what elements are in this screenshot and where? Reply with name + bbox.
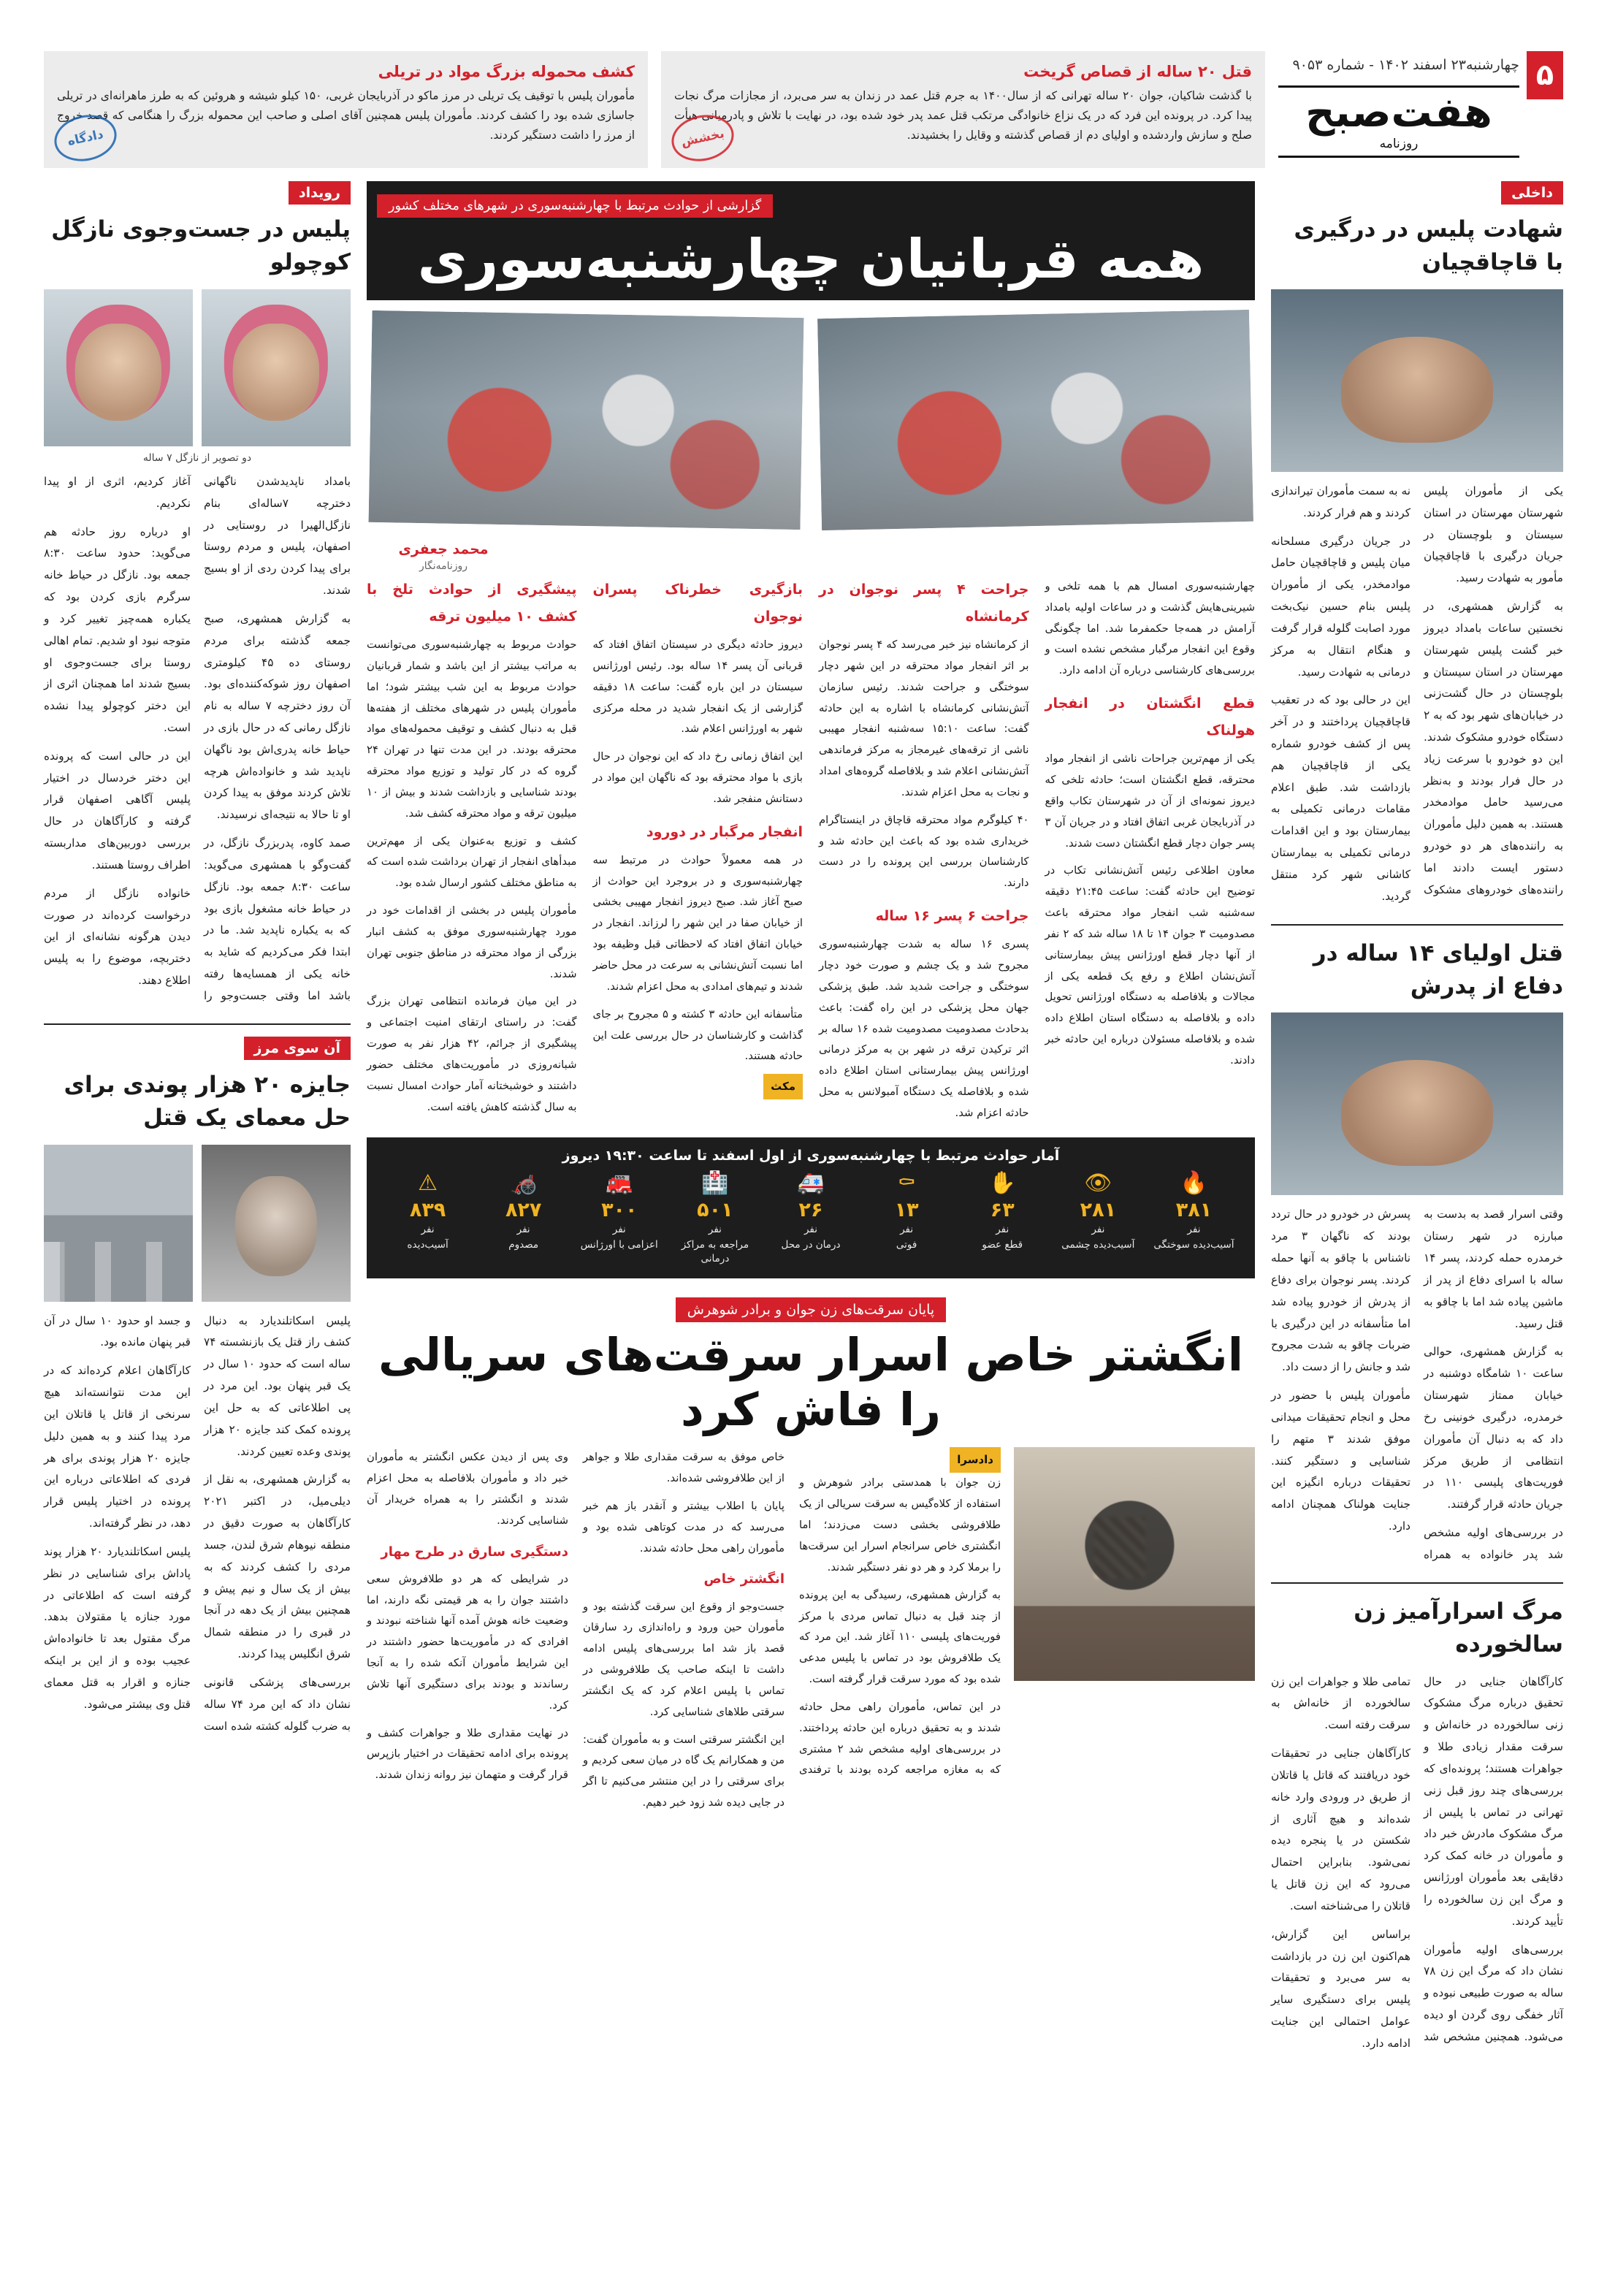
stat-value: ۵۰۱: [697, 1198, 733, 1221]
bottom-feature-tag: دادسرا: [950, 1447, 1001, 1473]
article-photo: [1271, 1012, 1563, 1195]
feature-byline: [367, 541, 520, 572]
stats-row: [380, 1172, 1242, 1266]
paragraph: به گزارش همشهری، در نخستین ساعات بامداد دیروز خبر گشت پلیس شهرستان مهرستان در استان سیستان و بلوچستان در حال گشت‌زنی در خیابان‌های شهر بود که به ۲ دستگاه خودرو مشکوک شدند. این دو خودرو با سرعت زیاد در حال فرار بودند و به‌نظر می‌رسید حامل موادمخدر هستند. به همین دلیل مأموران به راننده‌های هر دو خودرو دستور ایست دادند اما راننده‌های خودروهای مشکوک نه به سمت مأموران تیراندازی کردند و هم فرار کردند.: [1271, 484, 1563, 896]
bottom-feature-kicker: پایان سرقت‌های زن جوان و برادر شوهرش: [676, 1297, 946, 1322]
stat-item: [955, 1172, 1050, 1252]
article-body: [1271, 1671, 1563, 2055]
warning-icon: ⚠: [418, 1170, 438, 1196]
paragraph: به گزارش همشهری، صبح جمعه گذشته برای مردم روستای ده ۴۵ کیلومتری اصفهان روز شوکه‌کننده‌ای بود. آن روز دخترچه ۷ ساله به نام نازگل رمانی که در حال بازی در حیاط خانه پدری‌اش بود ناگهان ناپدید شد و خانواده‌اش هرچه تلاش کردند موفق به پیدا کردن او تا حالا به نتیجه‌ای نرسیدند.: [204, 611, 351, 822]
article-reward-murder: [44, 1037, 351, 1738]
paragraph: او درباره روز حادثه هم می‌گوید: حدود ساعت ۸:۳۰ جمعه بود. نازگل در حیاط خانه سرگرم بازی کردن بود که یکباره همه‌چیز تغییر کرد و متوجه نبود او شدیم. تمام اهالی روستا برای جست‌وجوی او بسیج شدند اما همچنان اثری از این دختر کوچولو پیدا نشده است.: [44, 525, 191, 734]
paragraph: در جریان درگیری مسلحانه میان پلیس و قاچاقچیان حامل موادمخدر، یکی از مأموران پلیس بنام حسین نیک‌بخت مورد اصابت گلوله قرار گرفت و هنگام انتقال به مرکز درمانی به شهادت رسید.: [1271, 534, 1411, 679]
stat-value: ۸۳۹: [409, 1198, 446, 1221]
section-label-abroad: آن سوی مرز: [244, 1037, 351, 1060]
paragraph: این انگشتر سرقتی است و به مأموران گفت: من و همکارانم یک گاه در میان سعی کردیم و برای سرقتی را در این منتشر می‌کنیم تا اگر در جایی دیده شد زود خبر دهیم.: [583, 1733, 785, 1809]
paragraph: به گزارش همشهری، رسیدگی به این پرونده از چند قبل به دنبال تماس مردی با مرکز فوریت‌های پلیسی ۱۱۰ آغاز شد. این مرد که یک طلافروش بود در تماس با پلیس مدعی شده بود که مورد سرقت قرار گرفته است.: [799, 1588, 1001, 1686]
article-body: [1271, 481, 1563, 908]
article-photo-a: [202, 289, 351, 446]
article-son-defends-father: [1271, 937, 1563, 1566]
brief-text: با گذشت شاکیان، جوان ۲۰ ساله تهرانی که از سال۱۴۰۰ به جرم قتل عمد در زندان به سر می‌برد، از مجازات مرگ نجات پیدا کرد. در پرونده این فرد که در یک نزاع خانوادگی مرتکب قتل عمد پدر خود شده بود، در نهایت با تلاش و پادرمیانی هیأت صلح و سازش واردشده و اولیای دم از قصاص گذشته و وقایل را بخشیدند.: [674, 89, 1252, 142]
paragraph: بررسی‌های پزشکی قانونی نشان داد که این مرد ۷۴ ساله به ضرب گلوله کشته شده است و جسد او حدود ۱۰ سال در آن قبر پنهان مانده بود.: [44, 1313, 351, 1733]
stat-unit: نفر: [996, 1223, 1009, 1235]
stat-unit: نفر: [708, 1223, 722, 1235]
stat-unit: نفر: [612, 1223, 626, 1235]
feature-body: [367, 576, 1255, 1124]
article-title: مرگ اسرارآمیز زن سالخورده: [1354, 1598, 1563, 1658]
section-label-internal: داخلی: [1501, 181, 1563, 205]
bottom-feature: [367, 1297, 1255, 1814]
stat-item: [763, 1172, 858, 1252]
paragraph: صمد کاوه، پدربزرگ نازگل، در گفت‌وگو با همشهری می‌گوید: ساعت ۸:۳۰ جمعه بود. نازگل در حیاط خانه مشغول بازی بود که به یکباره ناپدید شد. ما در ابتدا فکر می‌کردیم که شاید به خانه یکی از همسایه‌ها رفته باشد اما وقتی جست‌وجو را آغاز کردیم، اثری از او پیدا نکردیم.: [44, 474, 351, 1002]
paragraph: وقتی اسرار قصد به بدست به مبارزه در شهر رستان خرمدره حمله کردند، پسر ۱۴ ساله با اسرای دفاع از پدر از ماشین پیاده شد اما با چاقو به قتل رسید.: [1424, 1208, 1563, 1330]
photo-caption: دو تصویر از نازگل ۷ ساله: [142, 451, 252, 464]
article-photo-b: [44, 1145, 193, 1302]
masthead-briefs: [44, 51, 1265, 168]
brief-title: کشف محموله بزرگ مواد در تریلی: [378, 63, 635, 80]
stat-label: اعزامی با اورژانس: [580, 1238, 658, 1251]
ambulance-icon: 🚑: [797, 1170, 825, 1196]
feature-subhead: پیشگیری از حوادث تلخ با کشف ۱۰ میلیون ترقه: [367, 581, 577, 625]
article-body: [44, 1311, 351, 1738]
feature-subhead: قطع انگشتان در انفجار هولناک: [1045, 695, 1255, 739]
stat-label: فوتی: [896, 1238, 917, 1251]
paragraph: کشف و توزیع به‌عنوان یکی از مهم‌ترین مبدأهای انفجار از تهران برداشت شده است که به مناطق مختلف کشور ارسال شده بود.: [367, 834, 577, 890]
paragraph: متأسفانه این حادثه ۳ کشته و ۵ مجروح بر جای گذاشت و کارشناسان در حال بررسی علت این حادثه هستند.: [592, 1007, 803, 1063]
bottom-subhead: دستگیری سارق در طرح مهار: [381, 1544, 568, 1560]
masthead-brand: [1278, 51, 1563, 168]
bottom-feature-photo: [1014, 1447, 1255, 1681]
logo-text: هفت‌صبح: [1305, 88, 1492, 137]
paragraph: دیروز حادثه دیگری در سیستان اتفاق افتاد که قربانی آن پسر ۱۴ ساله بود. رئیس اورژانس سیستان در این باره گفت: ساعت ۱۸ دقیقه گزارشی از یک انفجار شدید در محله مرکزی شهر به اورژانس اعلام شد.: [592, 638, 804, 736]
article-title: شهادت پلیس در درگیری با قاچاقچیان: [1294, 216, 1563, 275]
article-title: جایزه ۲۰ هزار پوندی برای حل معمای یک قتل: [64, 1071, 351, 1131]
stat-label: قطع عضو: [982, 1238, 1023, 1251]
stat-item: [859, 1172, 955, 1252]
stat-unit: نفر: [804, 1223, 818, 1235]
paragraph: از کرمانشاه نیز خبر می‌رسد که ۴ پسر نوجوان بر اثر انفجار مواد محترقه در این شهر دچار سوختگی و جراحت شدند. رئیس سازمان آتش‌نشانی کرمانشاه با اشاره به این حادثه گفت: ساعت ۱۵:۱۰ سه‌شنبه انفجار مهیبی ناشی از ترقه‌های غیرمجاز به مرکز فرماندهی آتش‌نشانی اعلام شد و بلافاصله گروه‌های امداد و نجات به محل اعزام شدند.: [819, 638, 1029, 798]
paragraph: بررسی‌های اولیه مأموران نشان داد که مرگ این زن ۷۸ ساله به صورت طبیعی نبوده و آثار خفگی روی گردن او دیده می‌شود. همچنین مشخص شد تمامی طلا و جواهرات این زن سالخورده از خانه‌اش به سرقت رفته است.: [1271, 1674, 1563, 2043]
wheelchair-icon: 🦽: [510, 1170, 538, 1196]
stat-label: آسیب‌دیده: [407, 1238, 448, 1251]
paragraph: این در حالی است که پرونده این دختر خردسال در اختیار پلیس آگاهی اصفهان قرار گرفته و کارآگاهان در حال بررسی دوربین‌های مداربسته اطراف روستا هستند.: [44, 749, 191, 872]
firetruck-icon: 🚒: [606, 1170, 633, 1196]
publication-date: چهارشنبه۲۳ اسفند ۱۴۰۲ - شماره ۹۰۵۳: [1292, 57, 1519, 73]
article-missing-girl: [44, 213, 351, 1007]
column-left: [44, 181, 351, 1737]
page-grid: [44, 181, 1563, 2055]
feature-photo-right: [364, 307, 807, 533]
bottom-subhead: انگشتر خاص: [703, 1571, 785, 1587]
feature-tag: مکث: [763, 1074, 803, 1099]
paragraph: بامداد ناپدیدشدن ناگهانی دخترچه ۷ساله‌ای بنام نازگل‌الهیرا در روستایی در اصفهان، پلیس و مردم روستا برای پیدا کردن ردی از او بسیج شدند.: [204, 474, 351, 598]
brief-title: قتل ۲۰ ساله از قصاص گریخت: [1023, 63, 1252, 80]
fire-icon: 🔥: [1180, 1170, 1208, 1196]
bottom-feature-columns: [367, 1447, 1001, 1814]
stat-item: [380, 1172, 476, 1252]
stat-item: [667, 1172, 763, 1266]
feature-subhead: جراحت ۶ پسر ۱۶ ساله: [875, 908, 1029, 925]
coffin-icon: ⚰: [897, 1170, 916, 1196]
stamp-badge: بخشش: [667, 110, 738, 167]
stamp-badge: دادگاه: [50, 110, 121, 167]
eye-icon: 👁: [1084, 1170, 1112, 1196]
stat-value: ۲۸۱: [1080, 1198, 1117, 1221]
bottom-feature-body: [367, 1447, 1255, 1814]
article-title: پلیس در جست‌وجوی نازگل کوچولو: [51, 216, 351, 275]
stat-unit: نفر: [900, 1223, 914, 1235]
paragraph: پلیس اسکاتلندیارد به دنبال کشف راز قتل یک بازنشسته ۷۴ ساله است که حدود ۱۰ سال در یک قبر پنهان بود. این مرد در پی اطلاعاتی که به حل این پرونده کمک کند جایزه ۲۰ هزار پوندی وعده تعیین کردند.: [204, 1313, 351, 1458]
feature-subhead: انفجار مرگبار در دورود: [646, 823, 803, 840]
feature-header: [367, 181, 1255, 300]
stat-value: ۶۳: [990, 1198, 1015, 1221]
paragraph: مأموران پلیس با حضور در محل و انجام تحقیقات میدانی موفق شدند ۳ متهم را شناسایی و دستگیر کنند. تحقیقات درباره انگیزه این جنایت هولناک همچنان ادامه دارد.: [1271, 1389, 1411, 1533]
paragraph: جست‌وجو از وقوع این سرقت گذشته بود و مأموران حین ورود و راه‌اندازی رد سارقان قصد باز شد اما بررسی‌های پلیس ادامه داشت تا اینکه صاحب یک طلافروشی در تماس با پلیس اعلام کرد که یک انگشتر سرقتی طلاهای شناسایی کرد.: [583, 1600, 785, 1718]
feature-subhead: جراحت ۴ پسر نوجوان در کرمانشاه: [819, 581, 1029, 625]
paragraph: کارآگاهان اعلام کرده‌اند که در این مدت نتوانسته‌اند هیچ سرنخی از قاتل یا قاتلان این مرد پیدا کنند و به همین دلیل جایزه ۲۰ هزار پوندی برای هر فردی که اطلاعاتی درباره این پرونده در اختیار پلیس قرار دهد، در نظر گرفته‌اند.: [44, 1364, 191, 1530]
stat-value: ۳۸۱: [1175, 1198, 1213, 1221]
stats-title: آمار حوادث مرتبط با چهارشنبه‌سوری از اول اسفند تا ساعت ۱۹:۳۰ دیروز: [562, 1147, 1060, 1164]
hospital-icon: 🏥: [701, 1170, 729, 1196]
feature-subhead: بازگیری خطرناک پسران نوجوان: [592, 581, 803, 625]
stat-item: [1146, 1172, 1242, 1252]
masthead-logo-block: [1278, 51, 1519, 158]
stat-item: [476, 1172, 571, 1252]
paragraph: پایان با اطلاب بیشتر و آنقدر باز هم خبر می‌رسد که در مدت کوتاهی شده بود و مأموران راهی محل حادثه شدند.: [583, 1499, 785, 1555]
stat-value: ۸۲۷: [505, 1198, 542, 1221]
bottom-feature-title: انگشتر خاص اسرار سرقت‌های سریالی را فاش کرد: [378, 1328, 1243, 1436]
paragraph: این اتفاق زمانی رخ داد که این نوجوان در حال بازی با مواد محترقه بود که ناگهان این مواد در دستانش منفجر شد.: [592, 750, 803, 805]
paragraph: کارآگاهان جنایی در حال تحقیق درباره مرگ مشکوک زنی سالخورده در خانه‌اش و سرقت مقدار زیادی طلا و جواهرات هستند؛ پرونده‌ای که بررسی‌های چند روز قبل زنی تهرانی در تماس با پلیس از مرگ مشکوک مادرش خبر داد و مأموران در خانه کمک کرد دقایقی بعد مأموران اورژانس و مرگ این زن سالخورده را تأیید کردند.: [1424, 1674, 1563, 1928]
stat-label: مراجعه به مراکز درمانی: [681, 1238, 749, 1265]
paragraph: در این میان فرمانده انتظامی تهران بزرگ گفت: در راستای ارتقای امنیت اجتماعی و پیشگیری از جرائم، ۴۲ هزار نفر به صورت شبانه‌روزی در مأموریت‌های مختلف حضور داشتند و خوشبختانه آمار حوادث امسال نسبت به سال گذشته کاهش یافته است.: [367, 995, 577, 1113]
paragraph: در بررسی‌های اولیه مشخص شد پدر خانواده به همراه پسرش در خودرو در حال تردد بودند که ناگهان ۳ مرد ناشناس با چاقو به آنها حمله کردند. پسر نوجوان برای دفاع از پدرش از خودرو پیاده شد اما متأسفانه در این درگیری با ضربات چاقو به شدت مجروح شد و جانش را از دست داد.: [1271, 1208, 1563, 1561]
article-photo-a: [202, 1145, 351, 1302]
masthead: [44, 51, 1563, 168]
article-photo-b: [44, 289, 193, 446]
paragraph: خانواده نازگل از مردم درخواست کرده‌اند در صورت دیدن هرگونه نشانه‌ای از این دختربچه، موضوع را به پلیس اطلاع دهند.: [44, 886, 191, 988]
feature-photo-left: [814, 306, 1257, 535]
article-photo: [1271, 289, 1563, 472]
feature-kicker: گزارشی از حوادث مرتبط با چهارشنبه‌سوری در شهرهای مختلف کشور: [377, 194, 773, 218]
stat-label: درمان در محل: [781, 1238, 841, 1251]
section-label-event: رویداد: [289, 181, 351, 205]
paragraph: حوادث مربوط به چهارشنبه‌سوری می‌توانست به مراتب بیشتر از این باشد و شمار قربانیان حوادث مربوط به این شب بیشتر شود؛ اما مأموران پلیس در شهرهای مختلف از هفته‌ها قبل به دنبال کشف و توقیف محموله‌های مواد محترقه بودند. در این مدت تنها در تهران ۲۴ گروه که در کار تولید و توزیع مواد محترقه بودند شناسایی و بازداشت شدند و بیش از ۱۰ میلیون ترقه و مواد محترقه کشف شد.: [367, 638, 577, 820]
column-right: [1271, 181, 1563, 2055]
paragraph: به گزارش همشهری، حوالی ساعت ۱۰ شامگاه دوشنبه در خیابان ممتاز شهرستان خرمدره، درگیری خونینی رخ داد که به دنبال آن مأموران انتظامی از طریق مرکز فوریت‌های پلیسی ۱۱۰ در جریان حادثه قرار گرفتند.: [1424, 1345, 1564, 1511]
blurred-face: [1094, 1517, 1145, 1579]
stat-label: مصدوم: [508, 1238, 539, 1251]
divider: [1271, 1582, 1563, 1584]
paragraph: مأموران پلیس در بخشی از اقدامات خود در مورد چهارشنبه‌سوری موفق به کشف انبار بزرگی از مواد محترقه در مناطق جنوبی تهران شدند.: [367, 904, 577, 980]
paragraph: ۴۰ کیلوگرم مواد محترقه قاچاق در اینستاگرام خریداری شده بود که باعث این حادثه شد و کارشناسان بررسی این پرونده را در دست دارند.: [819, 813, 1029, 890]
paragraph: پلیس اسکاتلندیارد ۲۰ هزار پوند پاداش برای شناسایی در نظر گرفته است که اطلاعاتی در مورد جنازه یا مقتولان بدهد. مرگ مقتول بعد تا خانواده‌اش عجیب بوده و از این بر اینکه جنازه و اقرار به قتل معمای قتل وی بیشتر می‌شود.: [44, 1544, 191, 1711]
feature-title: همه قربانیان چهارشنبه‌سوری: [417, 228, 1205, 291]
paragraph: به گزارش همشهری، به نقل از دیلی‌میل، در اکتبر ۲۰۲۱ کارآگاهان به صورت دقیق در منطقه نیوهام شرق لندن، جسد مردی را کشف کردند که به بیش از یک سال و نیم پیش و همچنین بیش از یک دهه در آنجا در قبری را در منطقه شمال شرق انگلیس پیدا کردند.: [204, 1473, 351, 1661]
byline-role: روزنامه‌نگار: [419, 560, 468, 572]
paragraph: این در حالی بود که در تعقیب قاچاقچیان پرداختند و در آخر پس از کشف خودرو شماره یکی از قاچاقچیان هم بازداشت شد. طبق اعلام مقامات درمانی تکمیلی به بیمارستان بود و این اقدامات درمانی تکمیلی به بیمارستان کاشانی شهر کرد منتقل گردید.: [1271, 693, 1411, 903]
column-main: [367, 181, 1255, 1814]
stat-unit: نفر: [1187, 1223, 1201, 1235]
stat-item: [571, 1172, 667, 1252]
paragraph: براساس این گزارش، هم‌اکنون این زن در بازداشت به سر می‌برد و تحقیقات پلیس برای دستگیری سایر عوامل احتمالی این جنایت ادامه دارد.: [1271, 1927, 1411, 2050]
stat-label: آسیب‌دیده سوختگی: [1153, 1238, 1234, 1251]
article-police-martyr: [1271, 213, 1563, 908]
hand-icon: ✋: [988, 1170, 1016, 1196]
brief-item: [44, 51, 648, 168]
article-mysterious-death: [1271, 1595, 1563, 2055]
newspaper-logo: [1278, 85, 1519, 158]
page-number: ۵: [1527, 51, 1563, 99]
feature-byline-row: [367, 541, 1255, 572]
article-body: [1271, 1204, 1563, 1565]
paragraph: وی پس از دیدن عکس انگشتر به مأموران خبر داد و مأموران بلافاصله به محل اعزام شدند و انگشتر را به همراه خریدار آن شناسایی کردند.: [367, 1451, 568, 1527]
stat-value: ۲۶: [798, 1198, 823, 1221]
brief-text: مأموران پلیس با توقیف یک تریلی در مرز ماکو در آذربایجان غربی، ۱۵۰ کیلو شیشه و هروئین که به طرز ماهرانه‌ای در تریلی جاسازی شده بود را کشف کردند. مأموران پلیس همچنین آقای اصلی و صاحب این محموله بزرگ را هنگامی که قصد خروج از مرز را داشت دستگیر کردند.: [57, 89, 635, 142]
stat-unit: نفر: [516, 1223, 530, 1235]
paragraph: در همه معمولاً حوادث در مرتبط سه چهارشنبه‌سوری و در بروجرد این حوادث از صبح آغاز شد. صبح دیروز انفجار مهیبی بخشی از خیابان صفا در این شهر را لرزاند. انفجار در خیابان اتفاق افتاد که لاحظاتی قبل وظیفه بود اما نسبت آتش‌نشانی به سرعت در محل حاضر شدند و تیم‌های امدادی به محل اعزام شدند.: [592, 853, 803, 993]
paragraph: کارآگاهان جنایی در تحقیقات خود دریافتند که قاتل یا قاتلان از طریق در ورودی وارد خانه شده‌اند و هیچ آثاری از شکستن در یا پنجره دیده نمی‌شود. بنابراین احتمال می‌رود که این زن قاتل یا قاتلان را می‌شناخته است.: [1271, 1747, 1411, 1912]
stat-unit: نفر: [421, 1223, 435, 1235]
stat-value: ۳۰۰: [601, 1198, 638, 1221]
paragraph: در شرایطی که هر دو طلافروش سعی داشتند جوان را به هر قیمتی نگه دارند، اما وضعیت خانه هوش آمده آنها شناخته نبودند و افرادی که در مأموریت‌ها حضور داشتند در این شرایط مأموران آنکه شده را به آنجا رساندند و بودند برای دستگیری آنها تلاش کرد.: [367, 1572, 568, 1712]
article-photo-pair: [44, 1145, 351, 1302]
stat-unit: نفر: [1091, 1223, 1105, 1235]
paragraph: زن جوان با همدستی برادر شوهرش و استفاده از کلاه‌گیس به سرقت سریالی از یک طلافروشی بخشی دست می‌زدند؛ اما انگشتری خاص سرانجام اسرار این سرقت‌ها را برملا کرد و هر دو نفر دستگیر شدند.: [799, 1476, 1001, 1574]
paragraph: در این تماس، مأموران راهی محل حادثه شدند و به تحقیق درباره این حادثه پرداختند. در بررسی‌های اولیه مشخص شد ۲ مشتری که به مغازه مراجعه کرده بودند با ترفندی خاص موفق به سرقت مقداری طلا و جواهر از این طلافروشی شده‌اند.: [583, 1451, 1001, 1777]
paragraph: یکی از مهم‌ترین جراحات ناشی از انفجار مواد محترقه، قطع انگشتان است؛ حادثه تلخی که دیروز نمونه‌ای از آن در شهرستان تکاب واقع در آذربایجان غربی اتفاق افتاد و در جریان آن ۳ پسر جوان دچار قطع انگشتان دست شدند.: [1045, 752, 1255, 850]
stat-value: ۱۳: [894, 1198, 919, 1221]
paragraph: معاون اطلاعی رئیس آتش‌نشانی تکاب در توضیح این حادثه گفت: ساعت ۲۱:۴۵ دقیقه سه‌شنبه شب انفجار مواد محترقه باعث مصدومیت ۳ جوان ۱۴ تا ۱۸ ساله شد که ۲ نفر از آنها دچار قطع اورژانس پیش بیمارستانی آتش‌نشان اطلاع و رفع یک قطعه یکی از مجالات و بلافاصله به دستگاه اورژانس تحویل داده و بلافاصله به دستگاه استان اطلاع داده شده و بلافاصله مسئولان درباره این حادثه خبر دادند.: [1045, 864, 1256, 1067]
stat-item: [1050, 1172, 1146, 1252]
brief-item: [661, 51, 1265, 168]
divider: [1271, 924, 1563, 926]
byline-name: محمد جعفری: [398, 541, 489, 557]
logo-subtext: روزنامه: [1379, 136, 1419, 151]
article-title: قتل اولیای ۱۴ ساله در دفاع از پدرش: [1313, 939, 1563, 999]
paragraph: یکی از مأموران پلیس شهرستان مهرستان در استان سیستان و بلوچستان در جریان درگیری با قاچاقچیان مأمور به شهادت رسید.: [1424, 484, 1563, 585]
stats-strip: [367, 1137, 1255, 1279]
paragraph: در نهایت مقداری طلا و جواهرات کشف و پرونده برای ادامه تحقیقات در اختیار بازپرس قرار گرفت و متهمان نیز روانه زندان شدند.: [367, 1726, 568, 1782]
divider: [44, 1023, 351, 1025]
article-body: [44, 471, 351, 1007]
stat-label: آسیب‌دیده چشمی: [1061, 1238, 1135, 1251]
feature-photos: [367, 310, 1255, 530]
feature-lead: چهارشنبه‌سوری امسال هم با همه تلخی و شیرینی‌هایش گذشت و در ساعات اولیه بامداد آرامش در همه‌جا حکمفرما شد. اما چگونگی وقوع این انفجار مرگبار مشخص نشده است و بررسی‌های کارشناسی درباره آن ادامه دارد.: [1045, 579, 1255, 677]
article-photo-pair: [44, 289, 351, 446]
paragraph: پسری ۱۶ ساله به شدت چهارشنبه‌سوری مجروح شد و یک چشم و صورت خود دچار سوختگی و جراحت شدید شد. طبق پزشکی جهان محل پزشکی در این راه گفت: باعث بدحادث مصدومیت مصدومیت شده ۱۶ ساله بر اثر ترکیدن ترقه در شهر بن به مرکز درمانی اورژانس پیش بیمارستانی استان اطلاع داده شده و بلافاصله یک دستگاه آمبولانس به محل حادثه اعزام شد.: [819, 938, 1029, 1119]
